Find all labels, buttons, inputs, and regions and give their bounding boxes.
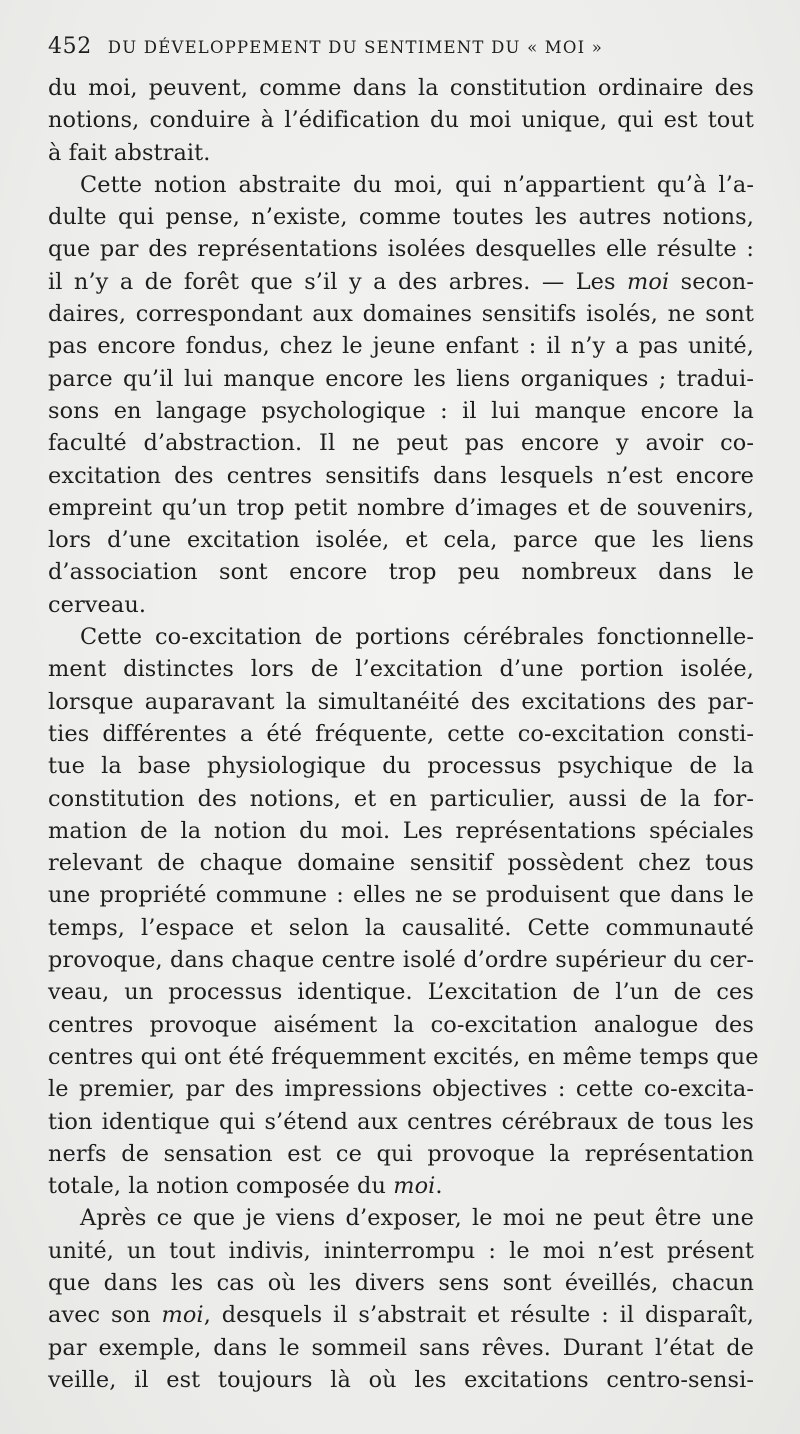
text-line: provoque, dans chaque centre isolé d’ordre supérieur du cer- bbox=[48, 947, 754, 974]
text-line: avec son moi, desquels il s’abstrait et résulte : il disparaît, bbox=[48, 1302, 754, 1329]
page-header bbox=[48, 34, 748, 66]
text-line: notions, conduire à l’édification du moi unique, qui est tout bbox=[48, 107, 754, 134]
text-line: veau, un processus identique. L’excitation de l’un de ces bbox=[48, 979, 754, 1006]
text-line: centres provoque aisément la co-excitation analogue des bbox=[48, 1011, 754, 1038]
text-line: tue la base physiologique du processus psychique de la bbox=[48, 753, 754, 780]
text-line: ment distinctes lors de l’excitation d’une portion isolée, bbox=[48, 656, 754, 683]
text-line: parce qu’il lui manque encore les liens organiques ; tradui- bbox=[48, 365, 754, 392]
text-line: constitution des notions, et en particulier, aussi de la for- bbox=[48, 785, 754, 812]
text-line: temps, l’espace et selon la causalité. Cette communauté bbox=[48, 914, 754, 941]
text-line: du moi, peuvent, comme dans la constitution ordinaire des bbox=[48, 75, 754, 101]
text-line: que dans les cas où les divers sens sont éveillés, chacun bbox=[48, 1269, 754, 1296]
running-title: DU DÉVELOPPEMENT DU SENTIMENT DU « MOI » bbox=[107, 38, 604, 57]
text-line: sons en langage psychologique : il lui manque encore la bbox=[48, 397, 754, 424]
italic-word: moi bbox=[627, 268, 670, 295]
text-line: lors d’une excitation isolée, et cela, parce que les liens bbox=[48, 527, 754, 554]
text-line: unité, un tout indivis, ininterrompu : le moi n’est présent bbox=[48, 1237, 754, 1264]
text-line: relevant de chaque domaine sensitif possèdent chez tous bbox=[48, 850, 754, 877]
italic-word: moi bbox=[393, 1173, 436, 1200]
text-line: à fait abstrait. bbox=[48, 139, 211, 166]
text-line: empreint qu’un trop petit nombre d’images et de souvenirs, bbox=[48, 494, 754, 521]
text-line: Cette co-excitation de portions cérébrales fonctionnelle- bbox=[80, 624, 754, 651]
text-line: excitation des centres sensitifs dans lesquels n’est encore bbox=[48, 462, 754, 489]
text-line: pas encore fondus, chez le jeune enfant : il n’y a pas unité, bbox=[48, 333, 754, 360]
text-line: cerveau. bbox=[48, 591, 147, 618]
text-line: lorsque auparavant la simultanéité des excitations des par- bbox=[48, 688, 754, 715]
text-line: ties différentes a été fréquente, cette co-excitation consti- bbox=[48, 720, 754, 747]
text-line: faculté d’abstraction. Il ne peut pas encore y avoir co- bbox=[48, 430, 754, 457]
body-text bbox=[48, 72, 759, 1396]
text-line: mation de la notion du moi. Les représentations spéciales bbox=[48, 817, 754, 844]
text-line: Après ce que je viens d’exposer, le moi ne peut être une bbox=[80, 1205, 754, 1232]
text-line: le premier, par des impressions objectives : cette co-excita- bbox=[48, 1076, 754, 1103]
italic-word: moi bbox=[161, 1302, 204, 1329]
text-line: dulte qui pense, n’existe, comme toutes les autres notions, bbox=[48, 204, 754, 231]
text-line: daires, correspondant aux domaines sensitifs isolés, ne sont bbox=[48, 301, 754, 328]
text-line: d’association sont encore trop peu nombreux dans le bbox=[48, 559, 754, 586]
text-line: tion identique qui s’étend aux centres cérébraux de tous les bbox=[48, 1108, 754, 1135]
text-line: Cette notion abstraite du moi, qui n’appartient qu’à l’a- bbox=[80, 171, 754, 198]
text-line: par exemple, dans le sommeil sans rêves. Durant l’état de bbox=[48, 1334, 754, 1361]
text-line: il n’y a de forêt que s’il y a des arbres. — Les moi secon- bbox=[48, 268, 754, 295]
text-line: centres qui ont été fréquemment excités, en même temps que bbox=[48, 1043, 759, 1070]
text-line: veille, il est toujours là où les excitations centro-sensi- bbox=[48, 1366, 754, 1393]
text-line: totale, la notion composée du moi. bbox=[48, 1173, 443, 1200]
text-line: nerfs de sensation est ce qui provoque la représentation bbox=[48, 1140, 754, 1167]
text-line: que par des représentations isolées desquelles elle résulte : bbox=[48, 236, 754, 263]
page-number: 452 bbox=[48, 34, 92, 59]
text-line: une propriété commune : elles ne se produisent que dans le bbox=[48, 882, 754, 909]
